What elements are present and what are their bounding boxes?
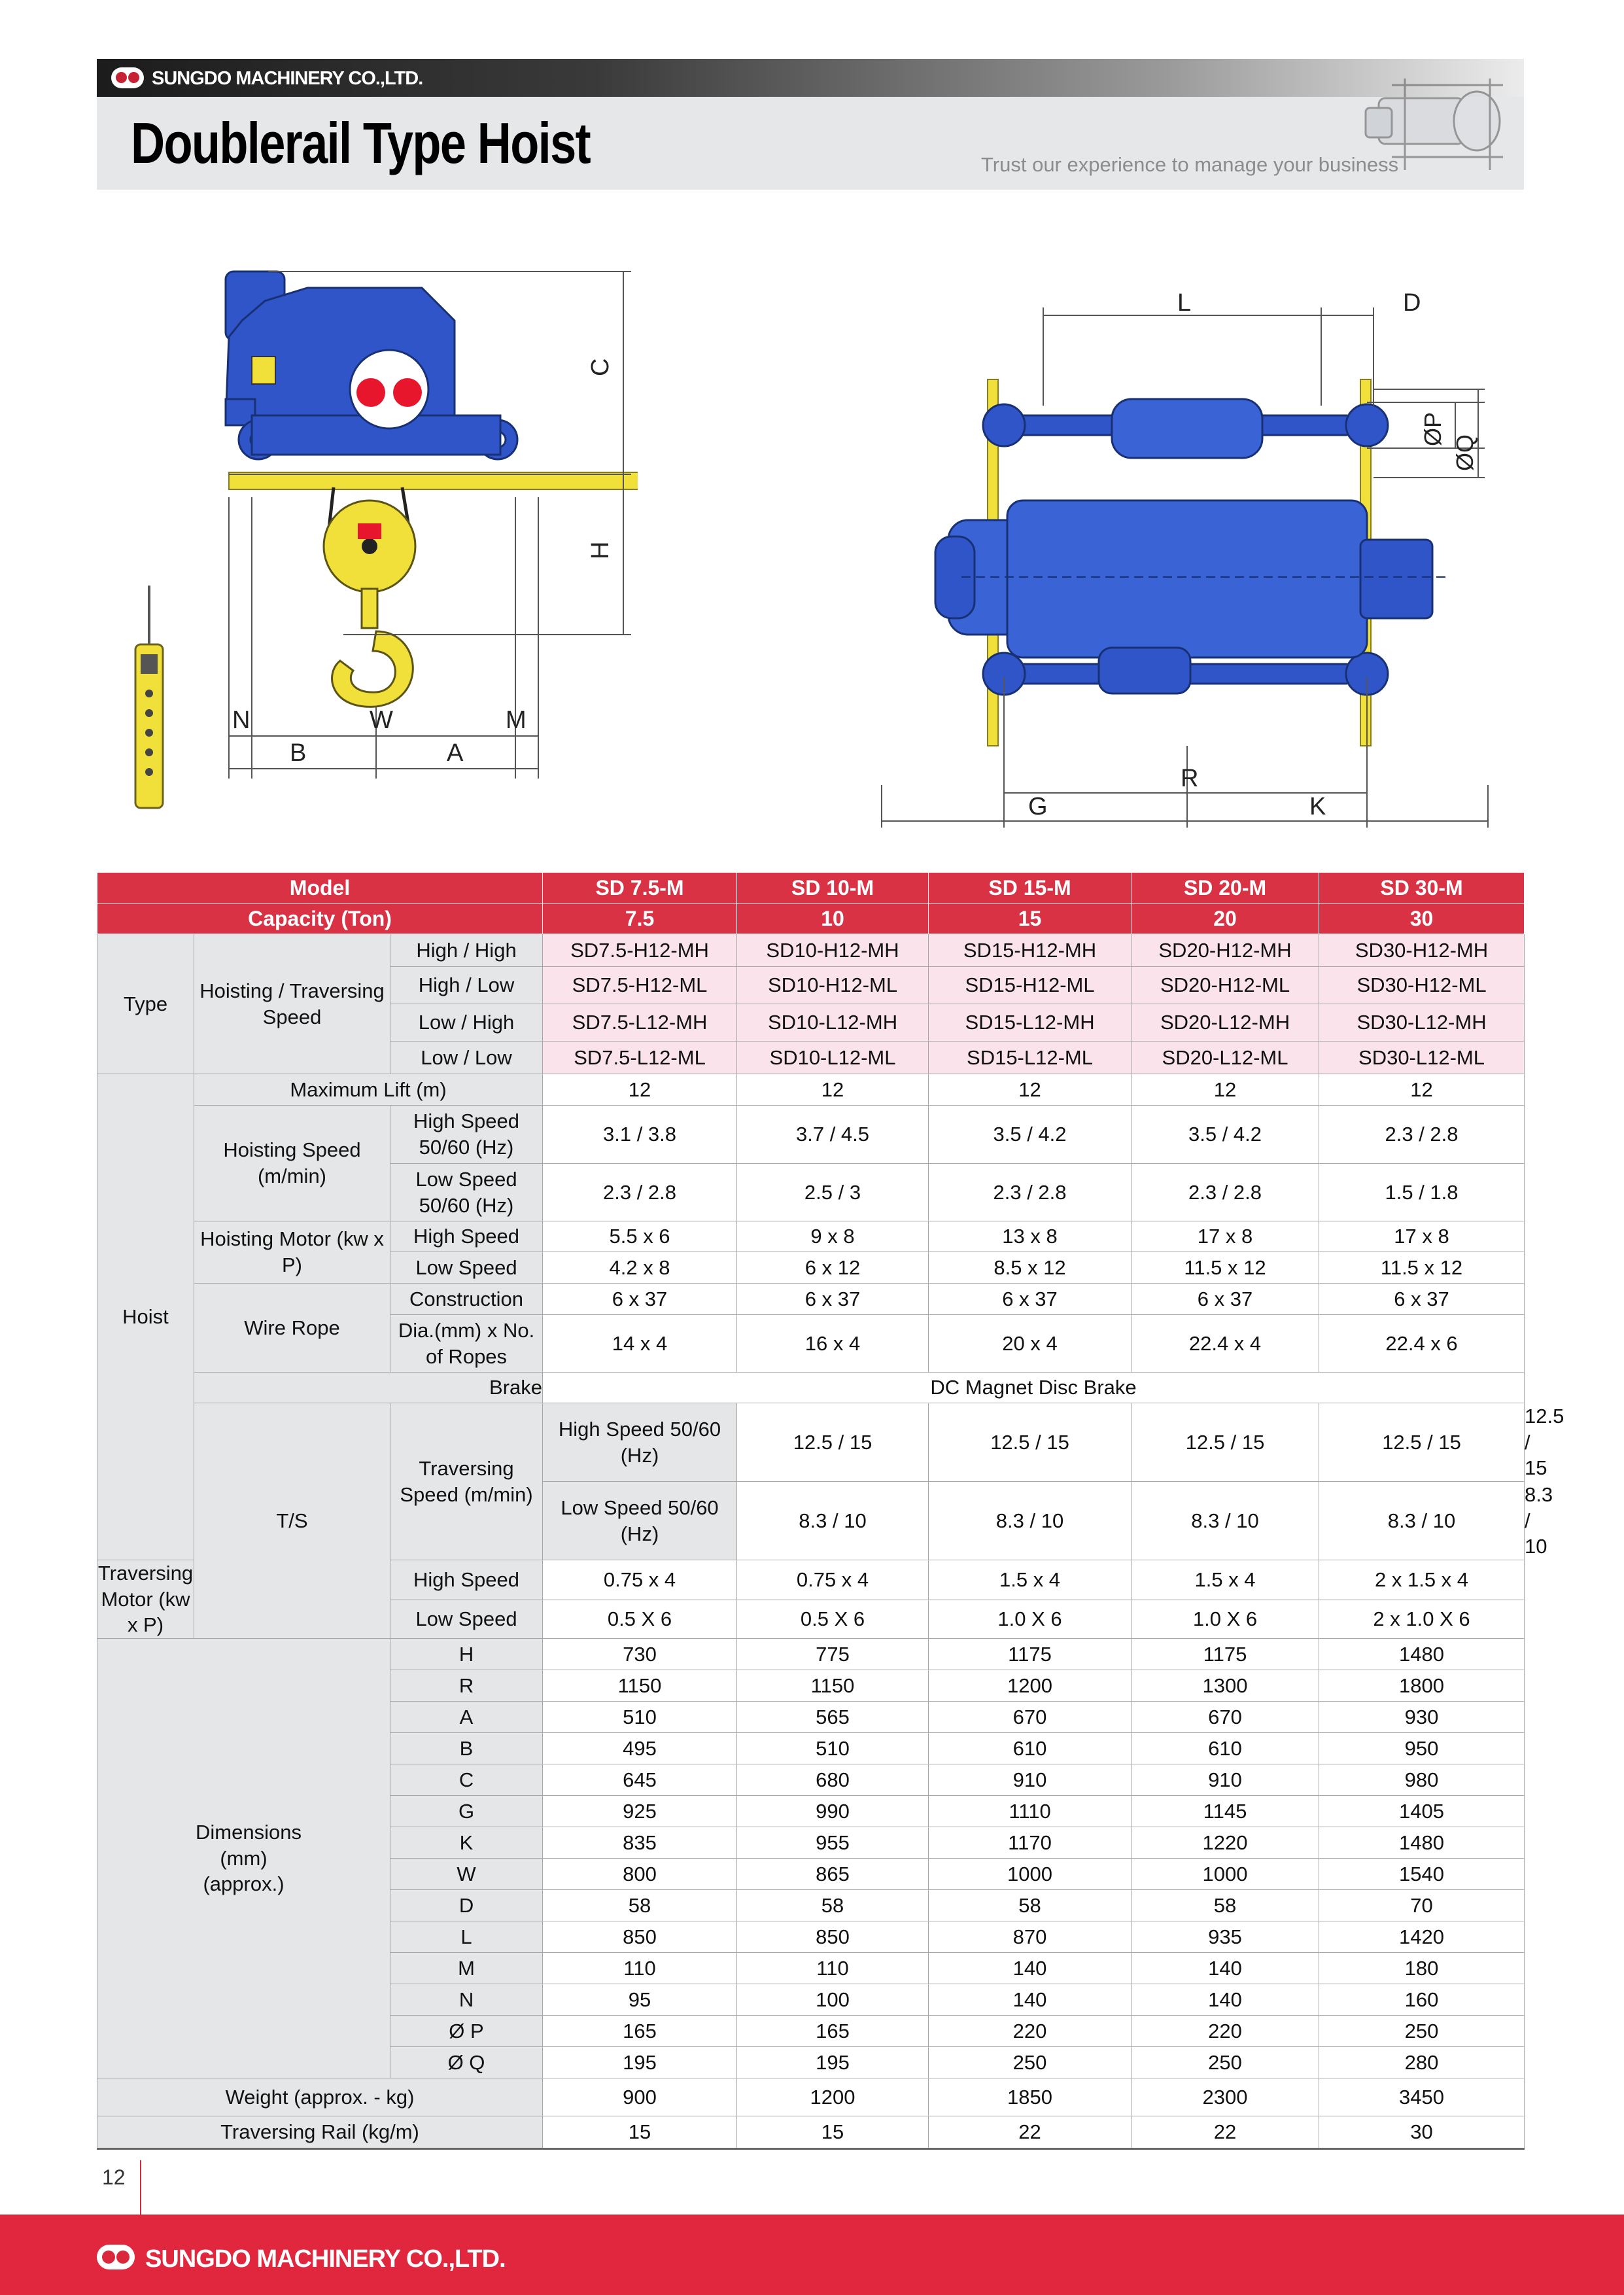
value-cell: 13 x 8 [929,1221,1132,1252]
value-cell: 645 [543,1764,737,1796]
value-cell: 22.4 x 4 [1132,1315,1319,1373]
page-number: 12 [102,2165,126,2189]
value-cell: 6 x 37 [1319,1284,1525,1315]
value-cell: 565 [737,1702,929,1733]
value-cell: 110 [543,1953,737,1984]
traversing-speed-low-row: Low Speed 50/60 (Hz) 8.3 / 10 8.3 / 10 8.3 / 10 8.3 / 10 8.3 / 10 [97,1482,1525,1560]
value-cell: 70 [1319,1890,1525,1921]
value-cell: 1110 [929,1796,1132,1827]
value-cell: 1150 [737,1670,929,1702]
value-cell: 12 [737,1074,929,1106]
model-cell: SD 7.5-M [543,873,737,904]
value-cell: 6 x 37 [929,1284,1132,1315]
value-cell: 1540 [1319,1859,1525,1890]
value-cell: 2.5 / 3 [737,1164,929,1221]
traversing-speed-high-row: T/S Traversing Speed (m/min) High Speed 50/60 (Hz) 12.5 / 15 12.5 / 15 12.5 / 15 12.5 / 15 12.5 / 15 [97,1403,1525,1482]
capacity-cell: 10 [737,904,929,934]
value-cell: 6 x 37 [1132,1284,1319,1315]
rail-row [97,2116,1525,2149]
hoist-body [226,272,517,459]
value-cell: 865 [737,1859,929,1890]
type-cell: SD30-H12-MH [1319,934,1525,967]
max-lift-row [97,1074,1525,1106]
value-cell: 1.0 X 6 [929,1600,1132,1639]
value-cell: 1170 [929,1827,1132,1859]
traversing-motor-low-label: Low Speed [390,1600,543,1639]
wire-rope-construction-row [97,1284,1525,1315]
value-cell: 3.5 / 4.2 [929,1106,1132,1164]
value-cell: 12.5 / 15 [737,1403,929,1482]
type-speed-label: Low / Low [390,1042,543,1074]
pendant-control [135,586,163,808]
header-hoist-illustration [1353,59,1524,190]
spec-table [97,872,1564,2150]
brake-value: DC Magnet Disc Brake [543,1373,1525,1403]
value-cell: 1000 [1132,1859,1319,1890]
value-cell: 20 x 4 [929,1315,1132,1373]
value-cell: 15 [737,2116,929,2149]
side-view-drawing [114,249,638,837]
value-cell: 22.4 x 6 [1319,1315,1525,1373]
value-cell: 2.3 / 2.8 [543,1164,737,1221]
page-title: Doublerail Type Hoist [131,111,590,175]
top-view-drawing [876,275,1491,850]
value-cell: 22 [1132,2116,1319,2149]
value-cell: 925 [543,1796,737,1827]
value-cell: 1.0 X 6 [1132,1600,1319,1639]
page-number-divider [140,2160,141,2219]
value-cell: 610 [929,1733,1132,1764]
type-cell: SD20-L12-ML [1132,1042,1319,1074]
value-cell: 850 [737,1921,929,1953]
value-cell: 1300 [1132,1670,1319,1702]
capacity-cell: 20 [1132,904,1319,934]
dimension-key: Ø P [390,2016,543,2047]
value-cell: 1800 [1319,1670,1525,1702]
model-cell: SD 20-M [1132,873,1319,904]
dim-label-n: N [232,707,251,734]
value-cell: 870 [929,1921,1132,1953]
value-cell: 195 [737,2047,929,2078]
value-cell: 5.5 x 6 [543,1221,737,1252]
type-cell: SD30-L12-MH [1319,1004,1525,1042]
value-cell: 22 [929,2116,1132,2149]
value-cell: 58 [737,1890,929,1921]
value-cell: 2 x 1.0 X 6 [1319,1600,1525,1639]
value-cell: 2.3 / 2.8 [929,1164,1132,1221]
value-cell: 4.2 x 8 [543,1252,737,1284]
value-cell: 95 [543,1984,737,2016]
value-cell: 280 [1319,2047,1525,2078]
type-cell: SD10-H12-MH [737,934,929,967]
type-cell: SD15-H12-ML [929,967,1132,1004]
value-cell: 220 [1132,2016,1319,2047]
value-cell: 900 [543,2078,737,2116]
value-cell: 850 [543,1921,737,1953]
model-cell: SD 15-M [929,873,1132,904]
value-cell: 1480 [1319,1639,1525,1670]
hoisting-motor-high-row [97,1221,1525,1252]
value-cell: 510 [543,1702,737,1733]
value-cell: 0.75 x 4 [543,1560,737,1600]
value-cell: 6 x 12 [737,1252,929,1284]
dim-label-w: W [370,707,393,734]
hook-block [324,487,415,707]
type-row [97,934,1525,967]
value-cell: 670 [929,1702,1132,1733]
traversing-motor-label: Traversing Motor (kw x P) [97,1560,194,1639]
dimension-key: A [390,1702,543,1733]
dimensions-label: Dimensions (mm) (approx.) [97,1639,390,2078]
dimension-key: D [390,1890,543,1921]
dim-label-c: C [587,358,614,376]
value-cell: 1480 [1319,1827,1525,1859]
value-cell: 58 [1132,1890,1319,1921]
dim-label-h: H [587,541,614,559]
capacity-cell: 30 [1319,904,1525,934]
value-cell: 12.5 / 15 [1319,1403,1525,1482]
dimension-key: M [390,1953,543,1984]
type-cell: SD20-H12-MH [1132,934,1319,967]
value-cell: 12.5 / 15 [929,1403,1132,1482]
value-cell: 140 [1132,1953,1319,1984]
value-cell: 955 [737,1827,929,1859]
value-cell: 30 [1319,2116,1525,2149]
value-cell: 9 x 8 [737,1221,929,1252]
dim-label-g: G [1028,793,1048,820]
value-cell: 12 [1319,1074,1525,1106]
value-cell: 160 [1319,1984,1525,2016]
type-cell: SD7.5-H12-MH [543,934,737,967]
value-cell: 495 [543,1733,737,1764]
weight-label: Weight (approx. - kg) [97,2078,543,2116]
value-cell: 990 [737,1796,929,1827]
max-lift-label: Maximum Lift (m) [194,1074,543,1106]
value-cell: 195 [543,2047,737,2078]
value-cell: 1.5 / 1.8 [1319,1164,1525,1221]
value-cell: 800 [543,1859,737,1890]
value-cell: 165 [543,2016,737,2047]
model-cell: SD 30-M [1319,873,1525,904]
value-cell: 510 [737,1733,929,1764]
dim-label-m: M [506,707,527,734]
value-cell: 180 [1319,1953,1525,1984]
value-cell: 3450 [1319,2078,1525,2116]
hoisting-traversing-label: Hoisting / Traversing Speed [194,934,390,1074]
traversing-speed-high-label: High Speed 50/60 (Hz) [543,1403,737,1482]
ts-label: T/S [194,1403,390,1639]
dimension-key: W [390,1859,543,1890]
value-cell: 0.75 x 4 [737,1560,929,1600]
value-cell: 1175 [929,1639,1132,1670]
footer-company-name: SUNGDO MACHINERY CO.,LTD. [145,2245,506,2273]
value-cell: 775 [737,1639,929,1670]
type-cell: SD7.5-H12-ML [543,967,737,1004]
type-cell: SD15-L12-ML [929,1042,1132,1074]
value-cell: 17 x 8 [1319,1221,1525,1252]
value-cell: 2.3 / 2.8 [1319,1106,1525,1164]
value-cell: 8.3 / 10 [1132,1482,1319,1560]
construction-label: Construction [390,1284,543,1315]
value-cell: 930 [1319,1702,1525,1733]
value-cell: 1175 [1132,1639,1319,1670]
dim-label-b: B [290,739,307,767]
value-cell: 250 [929,2047,1132,2078]
type-cell: SD30-L12-ML [1319,1042,1525,1074]
value-cell: 140 [929,1984,1132,2016]
value-cell: 11.5 x 12 [1319,1252,1525,1284]
rail-label: Traversing Rail (kg/m) [97,2116,543,2149]
capacity-label: Capacity (Ton) [97,904,543,934]
dim-label-q: ØQ [1451,434,1478,471]
hoisting-motor-low-label: Low Speed [390,1252,543,1284]
value-cell: 2 x 1.5 x 4 [1319,1560,1525,1600]
slogan: Trust our experience to manage your business [981,153,1399,176]
traversing-speed-label: Traversing Speed (m/min) [390,1403,543,1560]
value-cell: 2.3 / 2.8 [1132,1164,1319,1221]
value-cell: 110 [737,1953,929,1984]
type-cell: SD15-L12-MH [929,1004,1132,1042]
value-cell: 1150 [543,1670,737,1702]
type-cell: SD10-L12-ML [737,1042,929,1074]
capacity-cell: 7.5 [543,904,737,934]
dimension-key: Ø Q [390,2047,543,2078]
type-cell: SD10-H12-ML [737,967,929,1004]
value-cell: 250 [1319,2016,1525,2047]
dimension-key: L [390,1921,543,1953]
value-cell: 15 [543,2116,737,2149]
value-cell: 16 x 4 [737,1315,929,1373]
value-cell: 12 [929,1074,1132,1106]
value-cell: 1000 [929,1859,1132,1890]
type-cell: SD7.5-L12-ML [543,1042,737,1074]
header-company-name: SUNGDO MACHINERY CO.,LTD. [152,68,423,89]
dimension-key: H [390,1639,543,1670]
value-cell: 140 [929,1953,1132,1984]
model-cell: SD 10-M [737,873,929,904]
value-cell: 1.5 x 4 [929,1560,1132,1600]
value-cell: 1405 [1319,1796,1525,1827]
value-cell: 12 [1132,1074,1319,1106]
type-cell: SD30-H12-ML [1319,967,1525,1004]
value-cell: 58 [929,1890,1132,1921]
hoisting-speed-high-row [97,1106,1525,1164]
hoisting-motor-high-label: High Speed [390,1221,543,1252]
dim-label-a: A [447,739,464,767]
value-cell: 680 [737,1764,929,1796]
dim-label-k: K [1309,793,1326,820]
dimension-row [97,1639,1525,1670]
value-cell: 1.5 x 4 [1132,1560,1319,1600]
value-cell: 6 x 37 [737,1284,929,1315]
value-cell: 3.1 / 3.8 [543,1106,737,1164]
value-cell: 220 [929,2016,1132,2047]
wire-rope-label: Wire Rope [194,1284,390,1373]
capacity-row [97,904,1525,934]
value-cell: 0.5 X 6 [543,1600,737,1639]
type-cell: SD20-H12-ML [1132,967,1319,1004]
brake-row [97,1373,1525,1403]
dimension-key: G [390,1796,543,1827]
value-cell: 17 x 8 [1132,1221,1319,1252]
hoist-label: Hoist [97,1074,194,1560]
dimension-key: B [390,1733,543,1764]
value-cell: 0.5 X 6 [737,1600,929,1639]
type-cell: SD10-L12-MH [737,1004,929,1042]
weight-row [97,2078,1525,2116]
type-speed-label: High / Low [390,967,543,1004]
value-cell: 835 [543,1827,737,1859]
dimension-key: R [390,1670,543,1702]
value-cell: 8.3 / 10 [1319,1482,1525,1560]
value-cell: 14 x 4 [543,1315,737,1373]
value-cell: 935 [1132,1921,1319,1953]
capacity-cell: 15 [929,904,1132,934]
value-cell: 12.5 / 15 [1132,1403,1319,1482]
value-cell: 8.5 x 12 [929,1252,1132,1284]
type-cell: SD20-L12-MH [1132,1004,1319,1042]
footer-bar [0,2215,1624,2295]
value-cell: 6 x 37 [543,1284,737,1315]
dim-label-d: D [1403,289,1421,317]
model-row [97,873,1525,904]
footer-logo-icon [97,2245,135,2269]
type-label: Type [97,934,194,1074]
value-cell: 3.7 / 4.5 [737,1106,929,1164]
dia-label: Dia.(mm) x No. of Ropes [390,1315,543,1373]
value-cell: 8.3 / 10 [737,1482,929,1560]
dimension-key: K [390,1827,543,1859]
title-band [97,97,1524,190]
value-cell: 2300 [1132,2078,1319,2116]
hoisting-motor-label: Hoisting Motor (kw x P) [194,1221,390,1284]
value-cell: 11.5 x 12 [1132,1252,1319,1284]
value-cell: 910 [929,1764,1132,1796]
company-logo-icon [111,67,144,88]
value-cell: 8.3 / 10 [929,1482,1132,1560]
top-brand-bar [97,59,1524,97]
type-cell: SD15-H12-MH [929,934,1132,967]
brake-label: Brake [194,1373,543,1403]
traversing-motor-high-label: High Speed [390,1560,543,1600]
value-cell: 140 [1132,1984,1319,2016]
value-cell: 610 [1132,1733,1319,1764]
value-cell: 980 [1319,1764,1525,1796]
value-cell: 950 [1319,1733,1525,1764]
hoisting-speed-low-label: Low Speed 50/60 (Hz) [390,1164,543,1221]
value-cell: 250 [1132,2047,1319,2078]
value-cell: 910 [1132,1764,1319,1796]
value-cell: 1200 [737,2078,929,2116]
value-cell: 100 [737,1984,929,2016]
hoisting-speed-high-label: High Speed 50/60 (Hz) [390,1106,543,1164]
value-cell: 3.5 / 4.2 [1132,1106,1319,1164]
value-cell: 165 [737,2016,929,2047]
value-cell: 670 [1132,1702,1319,1733]
type-cell: SD7.5-L12-MH [543,1004,737,1042]
value-cell: 1200 [929,1670,1132,1702]
dim-label-r: R [1181,765,1199,792]
value-cell: 730 [543,1639,737,1670]
hoisting-speed-label: Hoisting Speed (m/min) [194,1106,390,1221]
dimension-key: N [390,1984,543,2016]
type-speed-label: High / High [390,934,543,967]
value-cell: 1145 [1132,1796,1319,1827]
dim-label-p: ØP [1419,412,1446,446]
value-cell: 12 [543,1074,737,1106]
traversing-speed-low-label: Low Speed 50/60 (Hz) [543,1482,737,1560]
value-cell: 1850 [929,2078,1132,2116]
dimension-key: C [390,1764,543,1796]
value-cell: 1420 [1319,1921,1525,1953]
value-cell: 58 [543,1890,737,1921]
type-speed-label: Low / High [390,1004,543,1042]
value-cell: 1220 [1132,1827,1319,1859]
model-label: Model [97,873,543,904]
dim-label-l: L [1177,289,1192,317]
